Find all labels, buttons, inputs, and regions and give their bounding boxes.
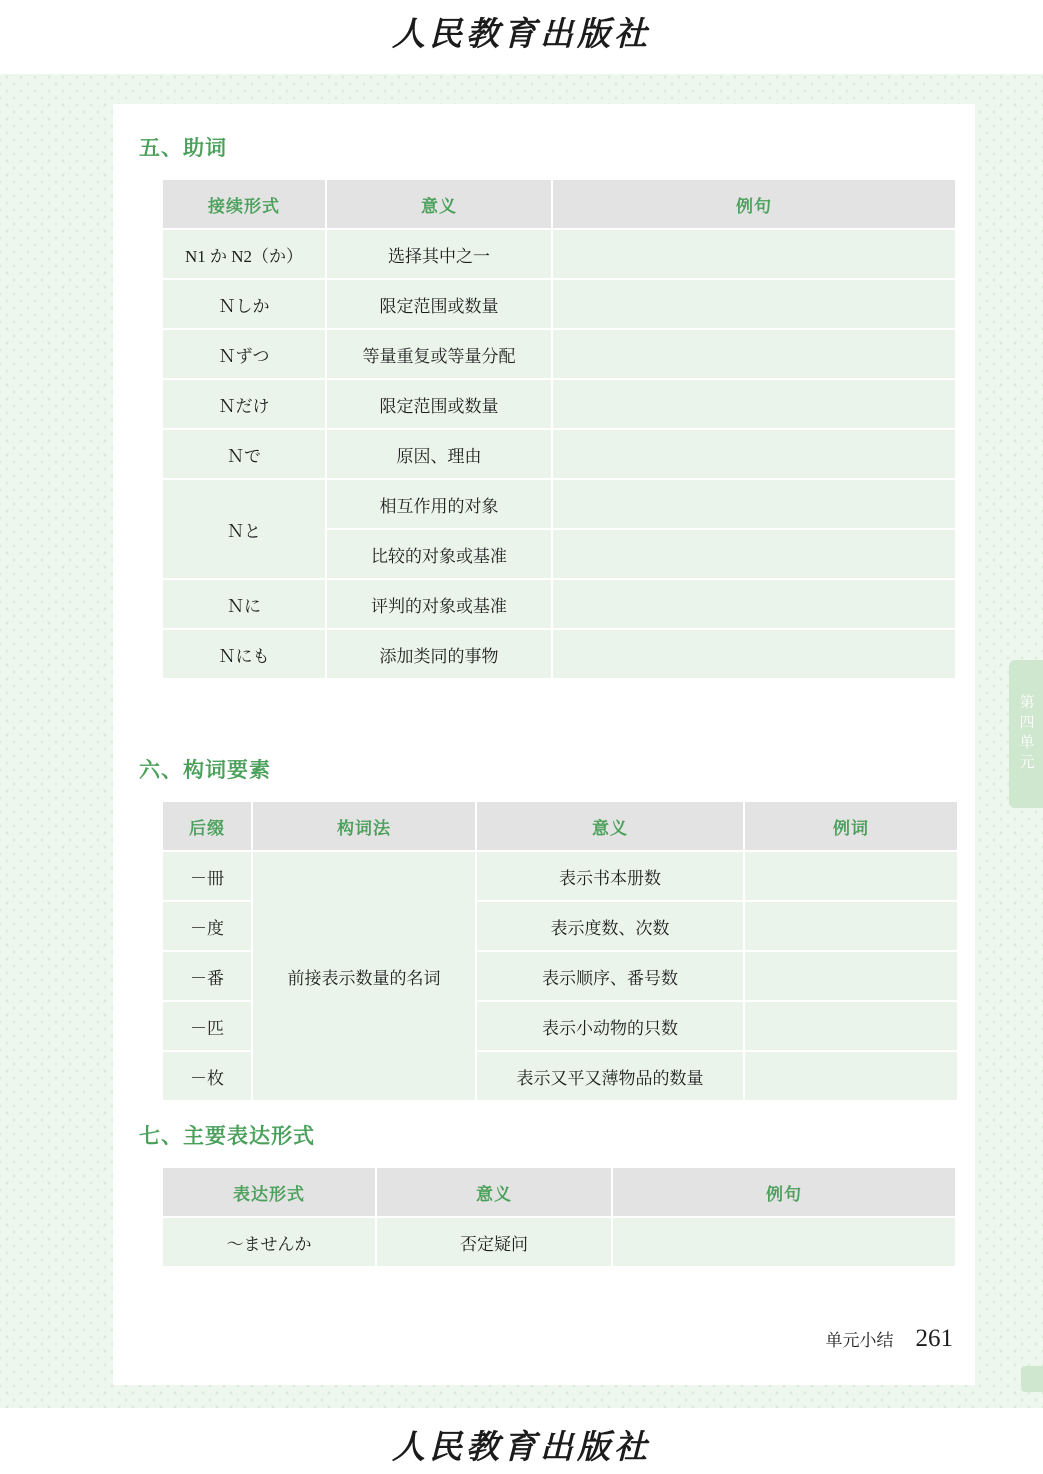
cell-meaning: 限定范围或数量 <box>327 380 551 428</box>
col-header-meaning: 意义 <box>327 180 551 228</box>
cell-expression: ～ませんか <box>163 1218 375 1266</box>
cell-example <box>553 230 955 278</box>
cell-form: Ｎしか <box>163 280 325 328</box>
cell-meaning: 否定疑问 <box>377 1218 611 1266</box>
table-header-row <box>163 1168 955 1216</box>
col-header-example: 例句 <box>613 1168 955 1216</box>
section-title-expressions: 七、主要表达形式 <box>139 1125 315 1148</box>
cell-word-formation: 前接表示数量的名词 <box>253 852 475 1100</box>
corner-marker <box>1021 1366 1043 1392</box>
table-row <box>163 630 955 678</box>
cell-meaning: 比较的对象或基准 <box>327 530 551 578</box>
cell-meaning: 选择其中之一 <box>327 230 551 278</box>
cell-form: Ｎずつ <box>163 330 325 378</box>
table-row <box>163 430 955 478</box>
cell-meaning: 表示又平又薄物品的数量 <box>477 1052 743 1100</box>
unit-side-tab-label: 第四单元 <box>1017 694 1035 774</box>
cell-example <box>553 280 955 328</box>
cell-form: Ｎと <box>163 480 325 578</box>
col-header-meaning: 意义 <box>377 1168 611 1216</box>
cell-example <box>553 480 955 528</box>
section-title-word-formation: 六、构词要素 <box>139 759 271 782</box>
table-row <box>163 1218 955 1266</box>
cell-example <box>553 580 955 628</box>
table-row <box>163 480 955 528</box>
cell-suffix: －冊 <box>163 852 251 900</box>
page-footer <box>826 1325 954 1353</box>
table-word-formation <box>161 800 959 1102</box>
cell-meaning: 表示度数、次数 <box>477 902 743 950</box>
cell-example <box>553 630 955 678</box>
table-row <box>163 330 955 378</box>
table-header-row <box>163 802 957 850</box>
cell-example <box>613 1218 955 1266</box>
col-header-example: 例句 <box>553 180 955 228</box>
cell-form: N1 か N2（か） <box>163 230 325 278</box>
unit-side-tab <box>1009 660 1043 808</box>
table-row <box>163 280 955 328</box>
cell-suffix: －枚 <box>163 1052 251 1100</box>
cell-example-word <box>745 1052 957 1100</box>
cell-meaning: 添加类同的事物 <box>327 630 551 678</box>
cell-example <box>553 430 955 478</box>
cell-suffix: －匹 <box>163 1002 251 1050</box>
table-row <box>163 852 957 900</box>
col-header-example-word: 例词 <box>745 802 957 850</box>
cell-meaning: 评判的对象或基准 <box>327 580 551 628</box>
cell-example-word <box>745 852 957 900</box>
table-joshi <box>161 178 957 680</box>
cell-example-word <box>745 952 957 1000</box>
col-header-suffix: 后缀 <box>163 802 251 850</box>
cell-meaning: 限定范围或数量 <box>327 280 551 328</box>
page-content-card <box>113 104 975 1385</box>
cell-meaning: 相互作用的对象 <box>327 480 551 528</box>
cell-example-word <box>745 1002 957 1050</box>
cell-example <box>553 330 955 378</box>
cell-suffix: －番 <box>163 952 251 1000</box>
cell-meaning: 表示书本册数 <box>477 852 743 900</box>
cell-form: Ｎに <box>163 580 325 628</box>
table-row <box>163 580 955 628</box>
cell-form: Ｎだけ <box>163 380 325 428</box>
cell-meaning: 原因、理由 <box>327 430 551 478</box>
cell-meaning: 等量重复或等量分配 <box>327 330 551 378</box>
publisher-logo-bottom: 人民教育出版社 <box>392 1430 651 1466</box>
table-row <box>163 380 955 428</box>
footer-section-label: 单元小结 <box>825 1331 894 1350</box>
table-header-row <box>163 180 955 228</box>
col-header-formation: 构词法 <box>253 802 475 850</box>
cell-form: Ｎにも <box>163 630 325 678</box>
publisher-logo-top: 人民教育出版社 <box>392 17 651 53</box>
section-title-joshi: 五、助词 <box>139 137 227 160</box>
cell-meaning: 表示小动物的只数 <box>477 1002 743 1050</box>
cell-suffix: －度 <box>163 902 251 950</box>
col-header-meaning: 意义 <box>477 802 743 850</box>
table-row <box>163 230 955 278</box>
col-header-form: 接续形式 <box>163 180 325 228</box>
cell-example <box>553 380 955 428</box>
cell-meaning: 表示顺序、番号数 <box>477 952 743 1000</box>
cell-example-word <box>745 902 957 950</box>
col-header-expression: 表达形式 <box>163 1168 375 1216</box>
table-expressions <box>161 1166 957 1268</box>
cell-form: Ｎで <box>163 430 325 478</box>
cell-example <box>553 530 955 578</box>
page-number: 261 <box>915 1325 953 1352</box>
